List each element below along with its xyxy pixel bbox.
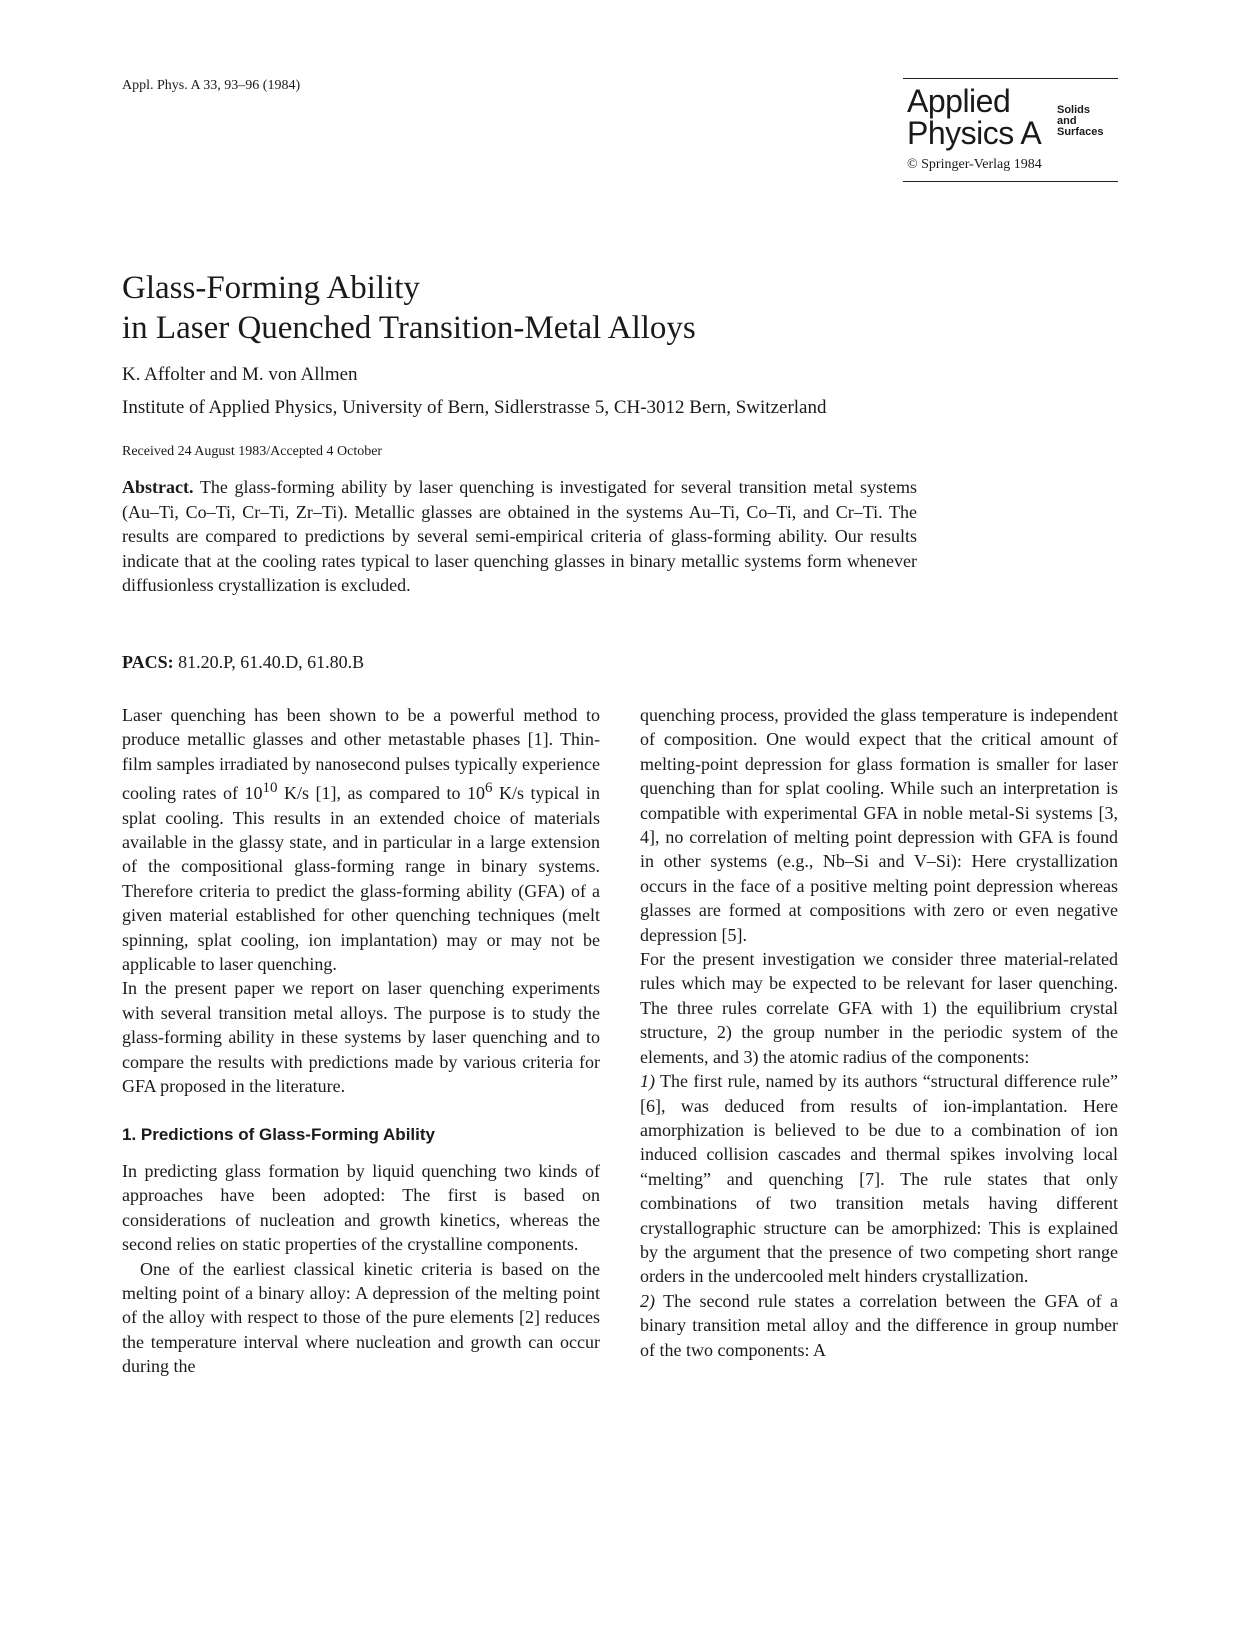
paragraph xyxy=(640,1289,1118,1362)
abstract-text: The glass-forming ability by laser quenching is investigated for several transition metal systems (Au–Ti, Co–Ti, Cr–Ti, Zr–Ti). Metallic glasses are obtained in the systems Au–Ti, Co–Ti, and Cr–Ti. The results are compared to predictions by several semi-empirical criteria of glass-forming ability. Our results indicate that at the cooling rates typical to laser quenching glasses in binary metallic systems form whenever diffusionless crystallization is excluded. xyxy=(122,477,917,595)
text-span: K/s typical in splat cooling. This results in an extended choice of materials available in the glassy state, and in particular in a large extension of the compositional glass-forming range in binary systems. Therefore criteria to predict the glass-forming ability (GFA) of a given material established for other quenching techniques (melt spinning, splat cooling, ion implantation) may or may not be applicable to laser quenching. xyxy=(122,783,600,975)
copyright-notice: © Springer-Verlag 1984 xyxy=(907,157,1042,172)
paragraph xyxy=(122,703,600,976)
rule-number: 2) xyxy=(640,1290,655,1311)
abstract-label: Abstract. xyxy=(122,477,194,497)
abstract xyxy=(122,475,917,598)
journal-masthead xyxy=(903,78,1118,182)
journal-logo-line2: Physics A xyxy=(907,115,1042,151)
paper-title-line1: Glass-Forming Ability xyxy=(122,270,420,306)
paper-title-line2: in Laser Quenched Transition-Metal Alloys xyxy=(122,310,696,346)
text-span: K/s [1], as compared to 10 xyxy=(277,783,485,804)
paragraph: In the present paper we report on laser quenching experiments with several transition metal alloys. The purpose is to study the glass-forming ability in these systems by laser quenching and to compare the results with predictions made by various criteria for GFA proposed in the literature. xyxy=(122,978,600,1097)
author-list: K. Affolter and M. von Allmen xyxy=(122,364,358,385)
text-span: Laser quenching has been shown to be a powerful method to produce metallic glasses and other metastable phases [1]. Thin-film samples irradiated by nanosecond pulses typically experience cooling rates of 10 xyxy=(122,705,600,804)
journal-logo-line1: Applied xyxy=(907,83,1011,119)
journal-section-line3: Surfaces xyxy=(1057,126,1104,138)
paper-title xyxy=(122,268,696,348)
text-span: The first rule, named by its authors “structural difference rule” [6], was deduced from results of ion-implantation. Here amorphization is believed to be due to a combination of ion induced collision cascades and thermal spikes involving local “melting” and quenching [7]. The rule states that only combinations of two transition metals having different crystallographic structure can be amorphized: This is explained by the argument that the presence of two competing short range orders in the undercooled melt hinders crystallization. xyxy=(640,1071,1118,1287)
paragraph: In predicting glass formation by liquid quenching two kinds of approaches have been adopted: The first is based on considerations of nucleation and growth kinetics, whereas the second relies on static properties of the crystalline components. xyxy=(122,1160,600,1255)
superscript: 10 xyxy=(262,780,278,797)
text-span: The second rule states a correlation between the GFA of a binary transition metal alloy and the difference in group number of the two components: A xyxy=(640,1290,1118,1360)
paragraph xyxy=(640,1069,1118,1289)
rule-number: 1) xyxy=(640,1071,655,1092)
body-column-right xyxy=(640,703,1118,1362)
superscript: 6 xyxy=(484,780,493,797)
paragraph: For the present investigation we consider three material-related rules which may be expected to be relevant for laser quenching. The three rules correlate GFA with 1) the equilibrium crystal structure, 2) the group number in the periodic system of the elements, and 3) the atomic radius of the components: xyxy=(640,949,1118,1067)
masthead-bottom-rule xyxy=(903,181,1118,182)
section-heading: 1. Predictions of Glass-Forming Ability xyxy=(122,1124,435,1144)
journal-section-line1: Solids xyxy=(1057,104,1091,116)
author-affiliation: Institute of Applied Physics, University of Bern, Sidlerstrasse 5, CH-3012 Bern, Switzerland xyxy=(122,397,827,418)
journal-section-label xyxy=(1057,105,1103,138)
journal-citation: Appl. Phys. A 33, 93–96 (1984) xyxy=(122,78,301,93)
paragraph: quenching process, provided the glass temperature is independent of composition. One would expect that the critical amount of melting-point depression for glass formation is smaller for laser quenching than for splat cooling. While such an interpretation is compatible with experimental GFA in noble metal-Si systems [3, 4], no correlation of melting point depression with GFA is found in other systems (e.g., Nb–Si and V–Si): Here crystallization occurs in the face of a positive melting point depression whereas glasses are formed at compositions with zero or even negative depression [5]. xyxy=(640,705,1118,945)
journal-section-line2: and xyxy=(1057,115,1077,127)
body-column-left xyxy=(122,703,600,1379)
received-dates: Received 24 August 1983/Accepted 4 October xyxy=(122,444,383,459)
pacs-label: PACS: xyxy=(122,652,174,672)
journal-logo xyxy=(903,79,1118,149)
paragraph: One of the earliest classical kinetic criteria is based on the melting point of a binary alloy: A depression of the melting point of the alloy with respect to those of the pure elements [2] reduces the temperature interval where nucleation and growth can occur during the xyxy=(122,1258,600,1377)
pacs-codes xyxy=(122,652,364,673)
pacs-text: 81.20.P, 61.40.D, 61.80.B xyxy=(178,652,365,672)
